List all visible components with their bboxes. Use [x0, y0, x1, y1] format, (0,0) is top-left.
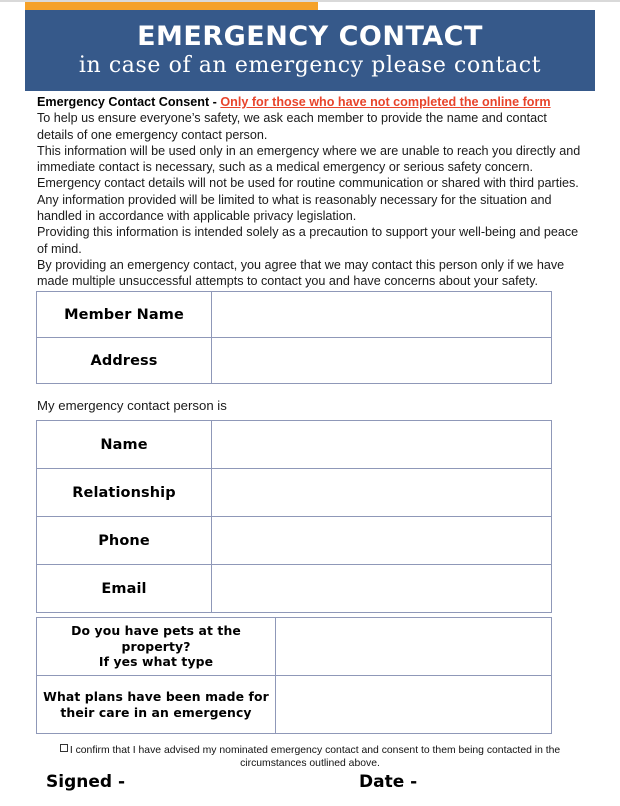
table-row [37, 421, 552, 469]
pets-care-plan-label [37, 676, 276, 734]
confirmation-text: I confirm that I have advised my nominated emergency contact and consent to them being contacted in the circumstances outlined above. [69, 745, 561, 769]
member-name-field[interactable] [212, 292, 552, 338]
table-row [37, 469, 552, 517]
table-row [37, 676, 552, 734]
confirmation-statement [40, 744, 580, 770]
contact-phone-label: Phone [37, 517, 212, 565]
contact-section-subheading: My emergency contact person is [37, 398, 227, 413]
emergency-contact-table [36, 420, 552, 613]
contact-name-field[interactable] [212, 421, 552, 469]
signed-label: Signed - [46, 772, 126, 792]
contact-name-label: Name [37, 421, 212, 469]
contact-email-label: Email [37, 565, 212, 613]
intro-paragraph-5: Providing this information is intended solely as a precaution to support your well-being and peace of mind. [37, 225, 579, 256]
member-name-label: Member Name [37, 292, 212, 338]
checkbox-unchecked-icon[interactable] [60, 744, 68, 752]
intro-paragraph-1: To help us ensure everyone’s safety, we ask each member to provide the name and contact details of one emergency contact person. [37, 111, 547, 142]
table-row [37, 338, 552, 384]
intro-copy [37, 94, 582, 290]
consent-heading-line [37, 94, 582, 110]
intro-paragraph-2: This information will be used only in an emergency where we are unable to reach you directly and immediate contact is necessary, such as a medical emergency or serious safety concern. [37, 143, 581, 175]
table-row [37, 517, 552, 565]
consent-online-form-note: Only for those who have not completed the online form [220, 95, 551, 109]
pets-question-line-1: Do you have pets at the property? [71, 623, 241, 654]
orange-accent-bar [25, 2, 318, 10]
contact-email-field[interactable] [212, 565, 552, 613]
pets-question-line-2: If yes what type [98, 654, 214, 670]
table-row [37, 292, 552, 338]
member-address-label: Address [37, 338, 212, 384]
table-row [37, 618, 552, 676]
member-details-table [36, 291, 552, 384]
contact-relationship-field[interactable] [212, 469, 552, 517]
pets-care-plan-field[interactable] [276, 676, 552, 734]
pets-question-field[interactable] [276, 618, 552, 676]
pets-care-plan-line-1: What plans have been made for [43, 689, 269, 704]
table-row [37, 565, 552, 613]
consent-label: Emergency Contact Consent - [37, 95, 221, 109]
pets-care-plan-line-2: their care in an emergency [60, 704, 252, 720]
pets-question-label [37, 618, 276, 676]
page-title: EMERGENCY CONTACT [137, 21, 483, 53]
header-banner [25, 10, 595, 91]
member-address-field[interactable] [212, 338, 552, 384]
contact-phone-field[interactable] [212, 517, 552, 565]
intro-paragraph-4: Any information provided will be limited to what is reasonably necessary for the situation and handled in accordance with applicable privacy legislation. [37, 192, 552, 224]
pets-questions-table [36, 617, 552, 734]
date-label: Date - [359, 772, 418, 792]
signature-row [46, 772, 576, 800]
contact-relationship-label: Relationship [37, 469, 212, 517]
intro-paragraph-3: Emergency contact details will not be used for routine communication or shared with third parties. [37, 176, 579, 191]
page-subtitle: in case of an emergency please contact [78, 52, 542, 78]
intro-paragraph-6: By providing an emergency contact, you agree that we may contact this person only if we have made multiple unsuccessful attempts to contact you and have concerns about your safety. [37, 257, 565, 289]
